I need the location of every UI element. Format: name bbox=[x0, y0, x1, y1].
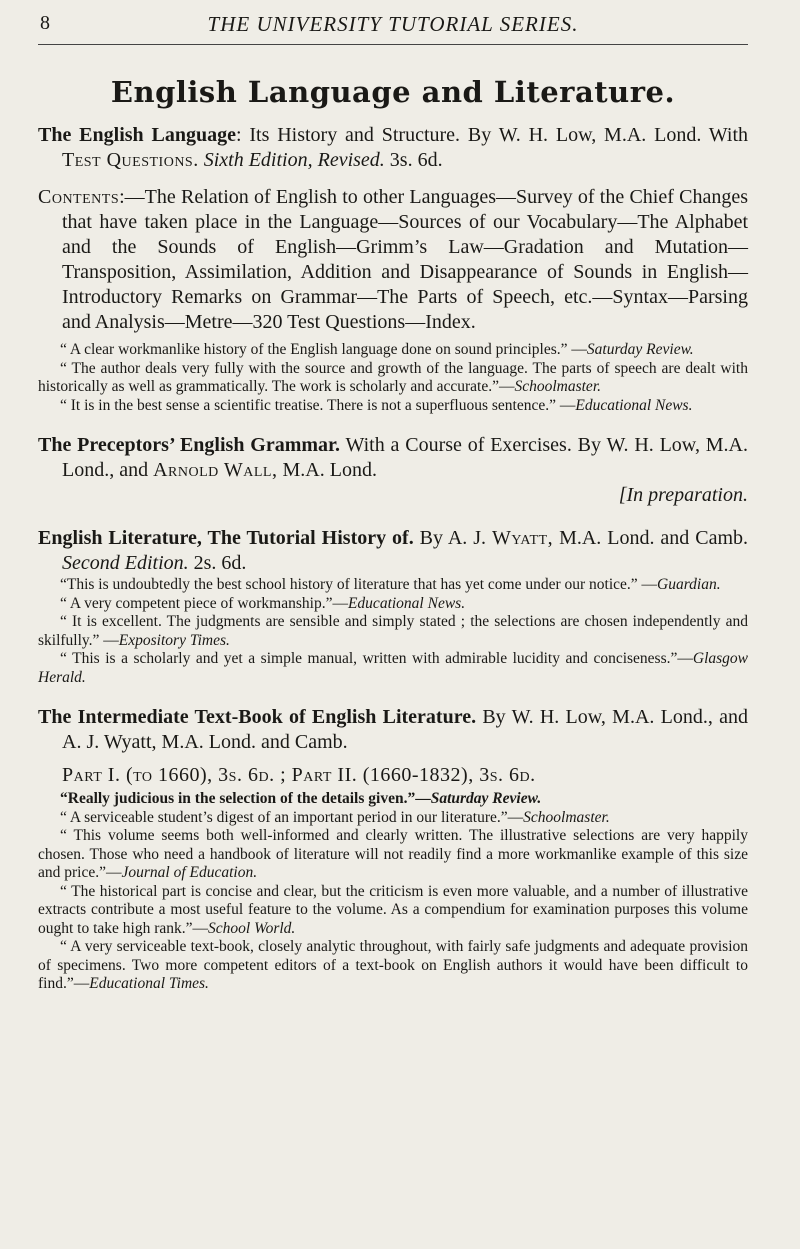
review bbox=[38, 790, 748, 809]
review-source: Expository Times. bbox=[118, 631, 230, 649]
review bbox=[38, 613, 748, 650]
review-text: “ The author deals very fully with the source and growth of the language. The parts of speech are dealt with historically as well as grammatically. The work is scholarly and accurate.”— bbox=[38, 359, 748, 395]
contents-paragraph bbox=[38, 185, 748, 335]
book-details: : Its History and Structure. By W. H. Low, M.A. Lond. With bbox=[235, 124, 748, 146]
review bbox=[38, 809, 748, 828]
review-source: Saturday Review. bbox=[586, 341, 694, 358]
series-title: THE UNIVERSITY TUTORIAL SERIES. bbox=[207, 12, 579, 36]
parts-pricing: Part I. (to 1660), 3s. 6d. ; Part II. (1660-1832), 3s. 6d. bbox=[62, 764, 536, 786]
entry-title-line bbox=[38, 526, 748, 576]
review-text: “ This volume seems both well-informed and clearly written. The illustrative selections are very happily chosen. Those who need a handbook of literature will not readily find a more workmanlike example of this size and price.”— bbox=[38, 827, 748, 881]
running-head bbox=[38, 10, 748, 45]
book-author: Wyatt, bbox=[492, 527, 554, 549]
review bbox=[38, 576, 748, 595]
review bbox=[38, 938, 748, 994]
review bbox=[38, 883, 748, 939]
contents-text: :—The Relation of English to other Languages—Survey of the Chief Changes that have taken place in the Language—Sources of our Vocabulary—The Alphabet and the Sounds of English—Grimm’s Law—Gradation and Mutation—Transposition, Assimilation, Addition and Disappearance of Sounds in English—Introductory Remarks on Grammar—The Parts of Speech, etc.—Syntax—Parsing and Analysis—Metre—320 Test Questions—Index. bbox=[62, 186, 748, 333]
book-details-2: M.A. Lond. bbox=[282, 459, 377, 481]
review-text: “ A very competent piece of workmanship.”— bbox=[60, 594, 348, 612]
review bbox=[38, 827, 748, 883]
review-source: Glasgow Herald. bbox=[38, 650, 748, 686]
book-details-2: M.A. Lond. and Camb. bbox=[559, 527, 749, 549]
review-source: Educational News. bbox=[347, 594, 466, 612]
book-edition: Second Edition. bbox=[62, 552, 189, 574]
review-source: Schoolmaster. bbox=[523, 808, 610, 826]
review-text: “ A serviceable student’s digest of an important period in our literature.”— bbox=[60, 808, 524, 826]
review-text: “ The historical part is concise and clear, but the criticism is even more valuable, and a number of illustrative extracts contribute a most useful feature to the volume. As a compendium for examination purposes this volume ought to take high rank.”— bbox=[38, 882, 748, 937]
review-text: “ A very serviceable text-book, closely analytic throughout, with fairly safe judgments and adequate provision of specimens. Two more competent editors of a text-book on English authors it would have been difficult to find.”— bbox=[38, 938, 748, 992]
book-title: English Literature, The Tutorial History of. bbox=[38, 527, 414, 549]
entry-title-line bbox=[38, 705, 748, 755]
review-text: “ It is in the best sense a scientific treatise. There is not a superfluous sentence.” — bbox=[60, 396, 576, 414]
book-entry-tutorial-history bbox=[38, 526, 748, 687]
book-price: 2s. 6d. bbox=[193, 552, 247, 574]
entry-title-line bbox=[38, 123, 748, 173]
book-extra: Test Questions. bbox=[62, 149, 199, 171]
page-number: 8 bbox=[40, 12, 50, 34]
entry-title-line bbox=[38, 433, 748, 483]
review bbox=[38, 650, 748, 687]
review-source: Journal of Education. bbox=[121, 864, 258, 881]
book-price: 3s. 6d. bbox=[389, 149, 443, 171]
review-source: School World. bbox=[208, 919, 296, 937]
review bbox=[38, 595, 748, 614]
contents-label: Contents bbox=[38, 186, 120, 208]
review-source: Guardian. bbox=[657, 576, 721, 593]
review-text: “ It is excellent. The judgments are sensible and simply stated ; the selections are chosen independently and skilfully.” — bbox=[38, 613, 748, 649]
book-details: With a Course of Exercises. By W. H. Low, M.A. Lond., and bbox=[62, 434, 748, 481]
review-text: “ A clear workmanlike history of the English language done on sound principles.” — bbox=[60, 341, 587, 358]
review-source: Educational Times. bbox=[89, 975, 209, 992]
book-entry-preceptors-grammar bbox=[38, 433, 748, 508]
book-title: The Preceptors’ English Grammar. bbox=[38, 434, 341, 456]
book-edition: Sixth Edition, Revised. bbox=[203, 149, 385, 171]
review-text: “This is undoubtedly the best school history of literature that has yet come under our notice.” — bbox=[60, 576, 658, 593]
review-text: “ This is a scholarly and yet a simple manual, written with admirable lucidity and conciseness.”— bbox=[60, 650, 693, 667]
book-details: By A. J. bbox=[419, 527, 487, 549]
book-title: The Intermediate Text-Book of English Literature. bbox=[38, 706, 477, 728]
review-source: Schoolmaster. bbox=[514, 378, 602, 395]
review-source: Educational News. bbox=[575, 396, 693, 414]
review bbox=[38, 397, 748, 416]
review-source: Saturday Review. bbox=[430, 790, 542, 807]
book-title: The English Language bbox=[38, 124, 236, 146]
book-details: By W. H. Low, M.A. Lond., and A. J. Wyatt, M.A. Lond. and Camb. bbox=[62, 706, 748, 753]
publication-status: [In preparation. bbox=[618, 484, 748, 506]
book-author: Arnold Wall, bbox=[153, 459, 278, 481]
book-entry-english-language bbox=[38, 123, 748, 415]
book-entry-intermediate-textbook bbox=[38, 705, 748, 994]
review-text: “Really judicious in the selection of the details given.”— bbox=[60, 790, 431, 807]
review bbox=[38, 341, 748, 360]
section-heading: English Language and Literature. bbox=[110, 75, 676, 109]
review bbox=[38, 360, 748, 397]
